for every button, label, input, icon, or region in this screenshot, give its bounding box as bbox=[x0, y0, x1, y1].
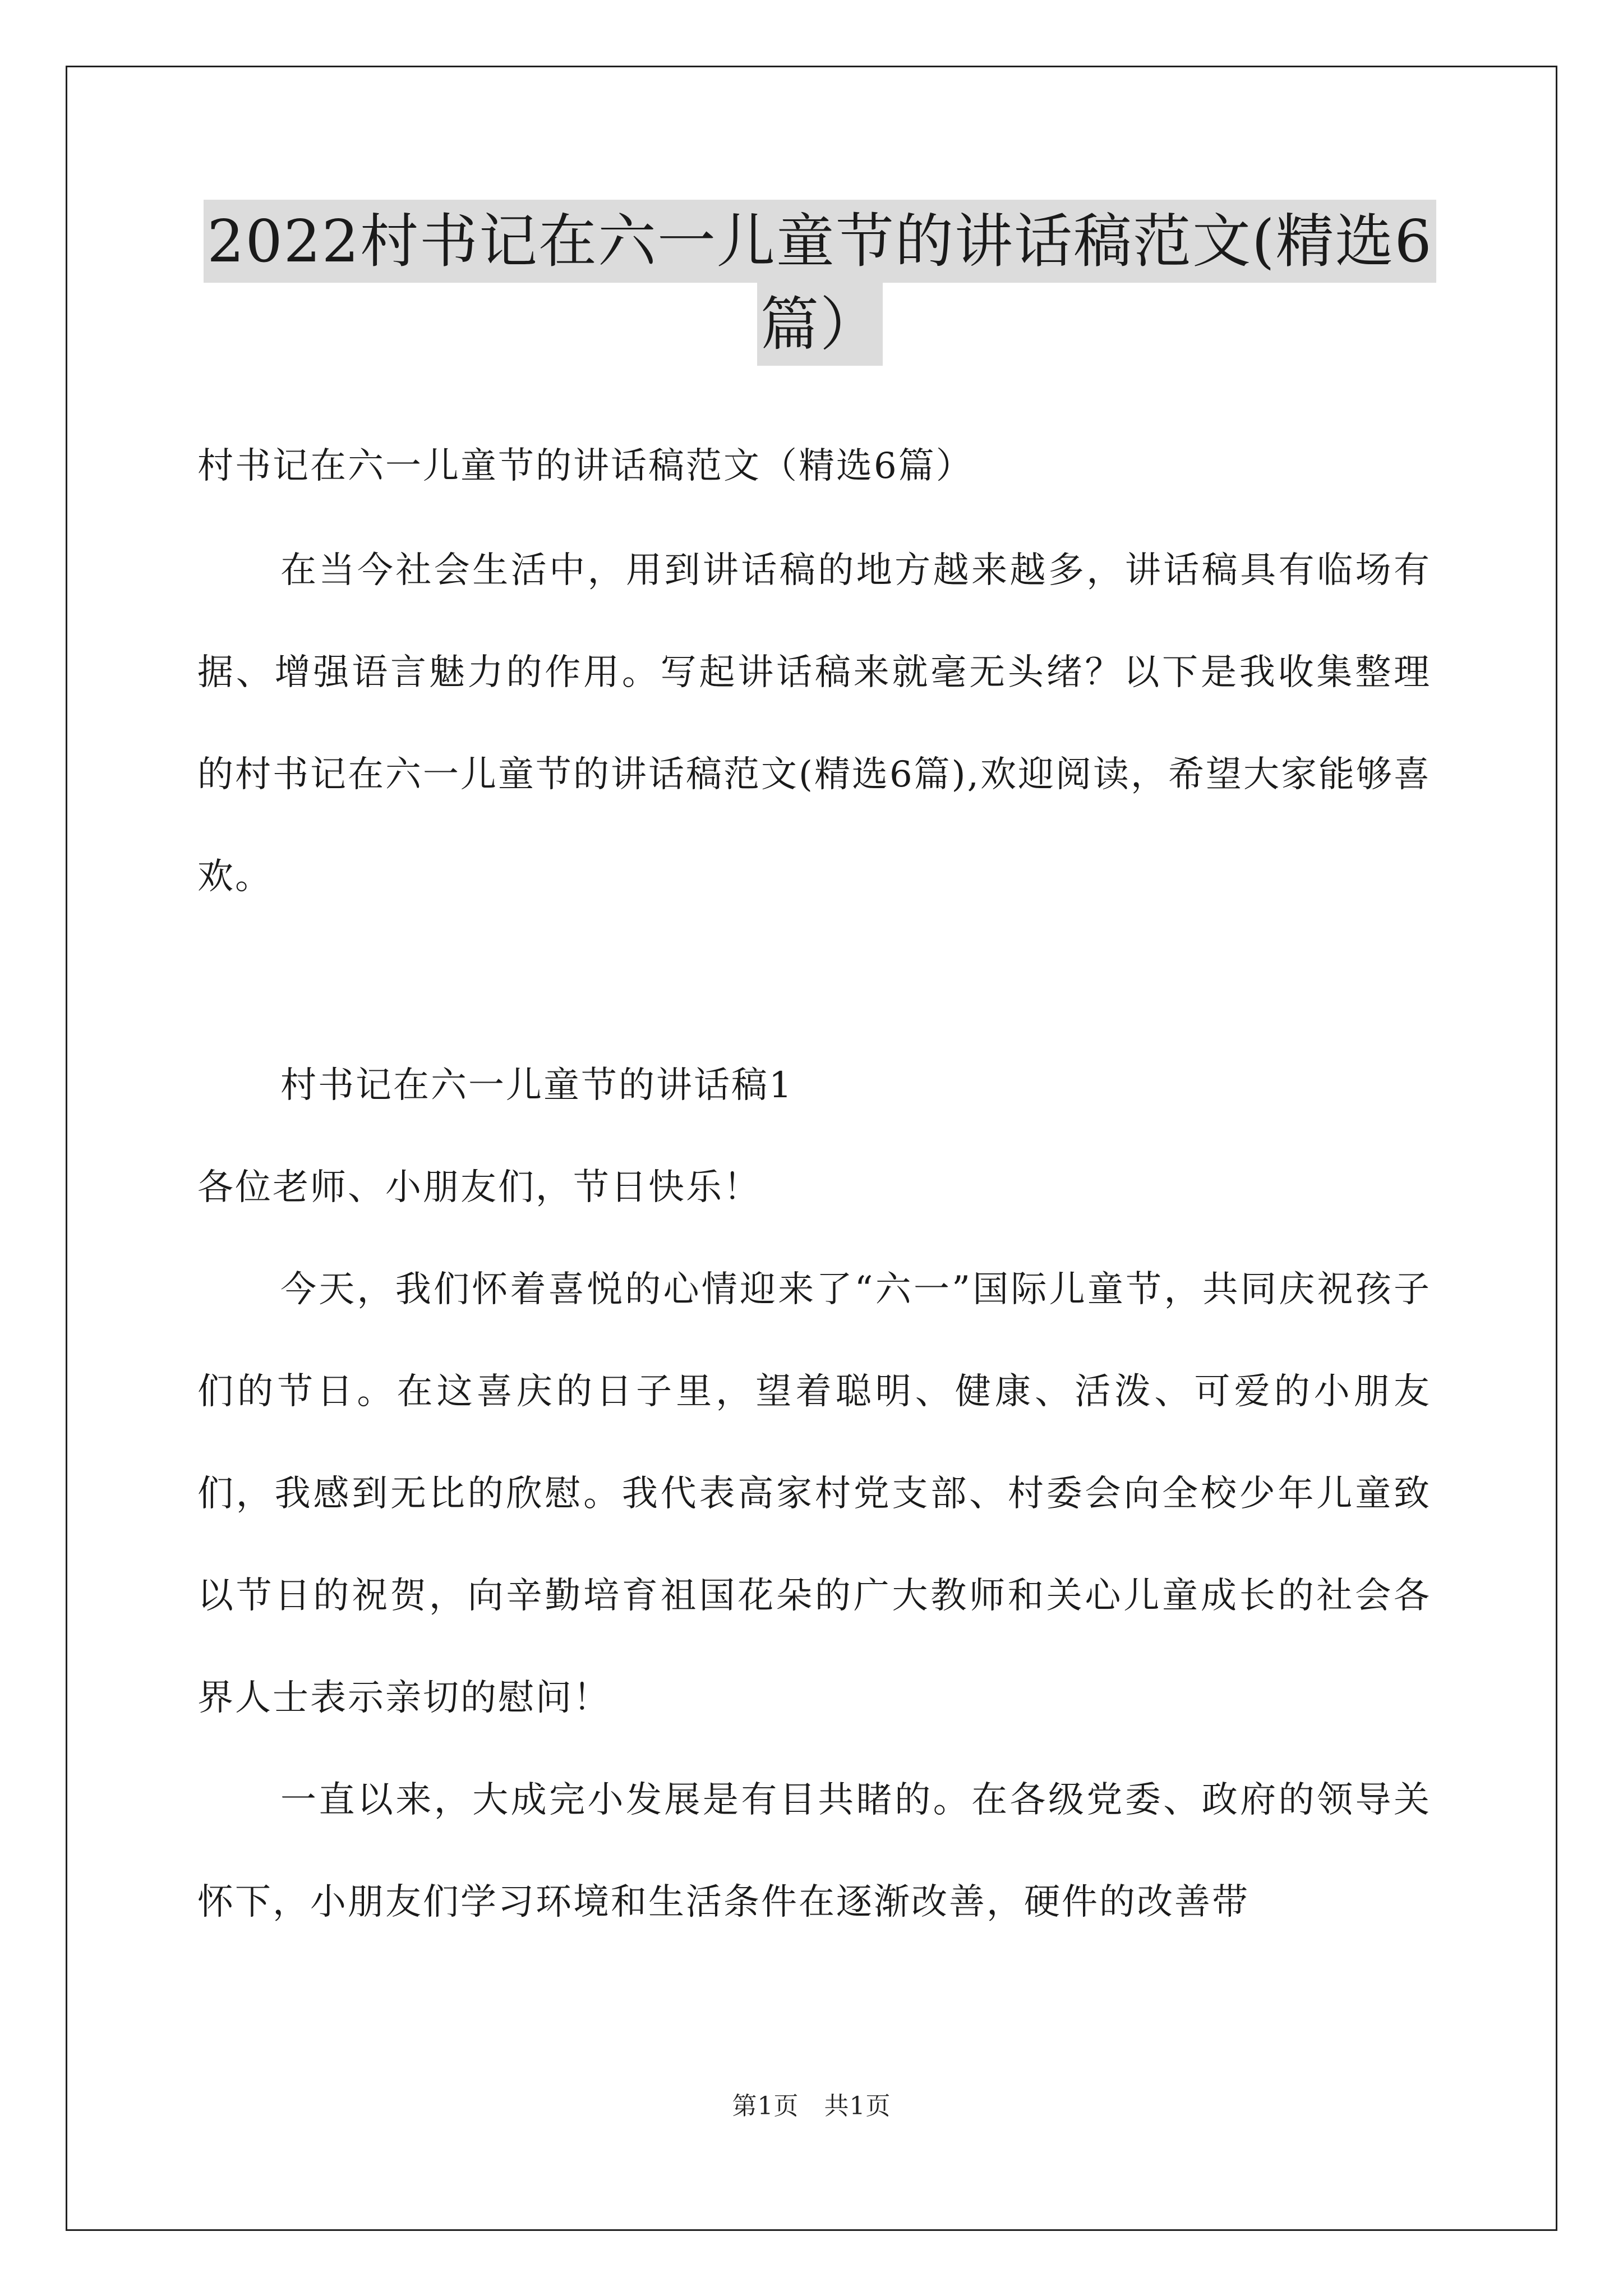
title-line-1: 2022村书记在六一儿童节的讲话稿范文(精选6 bbox=[204, 200, 1436, 283]
greeting-line: 各位老师、小朋友们，节日快乐！ bbox=[197, 1167, 761, 1208]
body-paragraph-2: 一直以来，大成完小发展是有目共睹的。在各级党委、政府的领导关怀下，小朋友们学习环境和生活条件在逐渐改善，硬件的改善带 bbox=[197, 1779, 1431, 1923]
document-title bbox=[197, 200, 1442, 366]
section-heading: 村书记在六一儿童节的讲话稿1 bbox=[280, 1065, 794, 1106]
document-body bbox=[197, 415, 1431, 1953]
page-footer: 第1页 共1页 bbox=[732, 2092, 891, 2120]
title-line-2: 篇） bbox=[757, 283, 883, 366]
intro-paragraph: 在当今社会生活中，用到讲话稿的地方越来越多，讲话稿具有临场有据、增强语言魅力的作用。写起讲话稿来就毫无头绪？以下是我收集整理的村书记在六一儿童节的讲话稿范文(精选6篇),欢迎阅读，希望大家能够喜欢。 bbox=[197, 550, 1431, 898]
document-subtitle: 村书记在六一儿童节的讲话稿范文（精选6篇） bbox=[197, 445, 974, 487]
body-paragraph-1: 今天，我们怀着喜悦的心情迎来了“六一”国际儿童节，共同庆祝孩子们的节日。在这喜庆的日子里，望着聪明、健康、活泼、可爱的小朋友们，我感到无比的欣慰。我代表高家村党支部、村委会向全校少年儿童致以节日的祝贺，向辛勤培育祖国花朵的广大教师和关心儿童成长的社会各界人士表示亲切的慰问！ bbox=[197, 1269, 1431, 1719]
